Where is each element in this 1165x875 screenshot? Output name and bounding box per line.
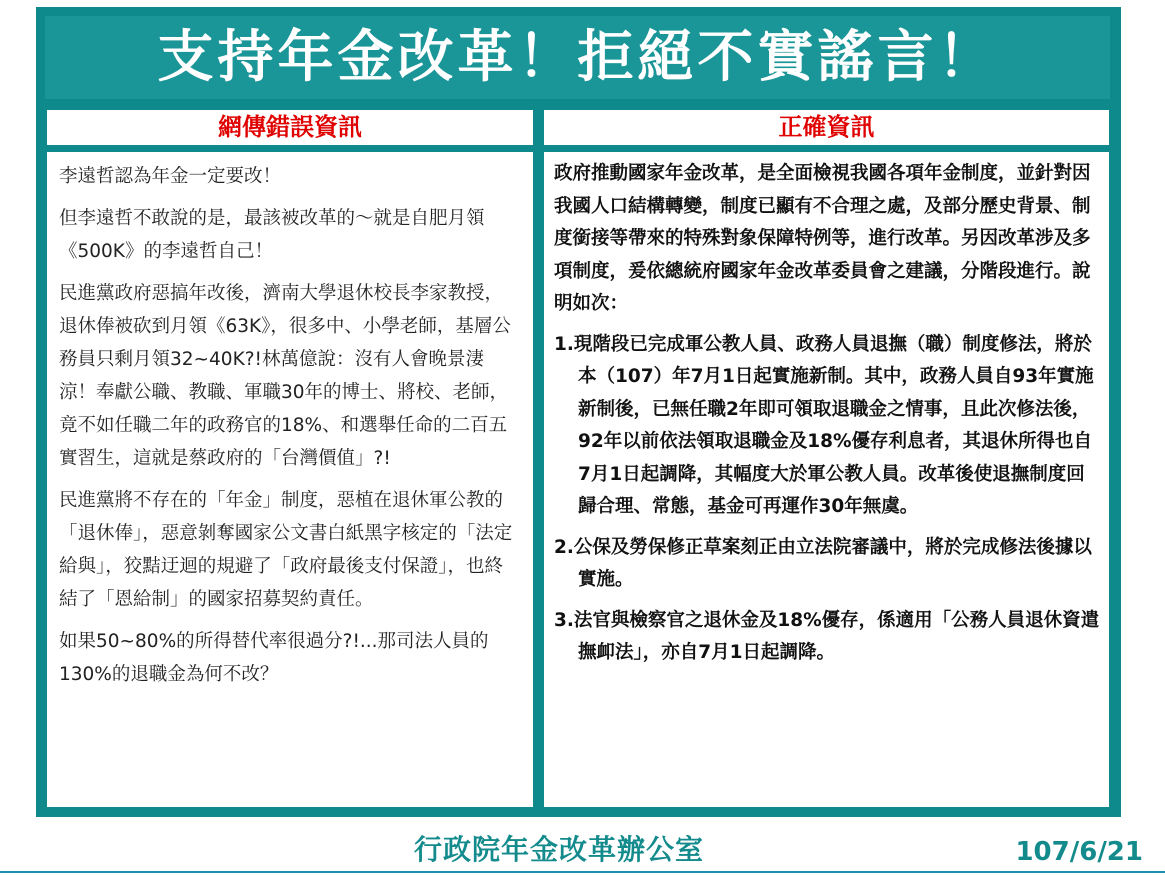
correct-info-item: 2.公保及勞保修正草案刻正由立法院審議中，將於完成修法後據以實施。 xyxy=(554,536,1092,590)
misinfo-paragraph: 民進黨將不存在的「年金」制度，惡植在退休軍公教的「退休俸」，惡意剝奪國家公文書白紙黑字核定的「法定給與」，狡黠迂迴的規避了「政府最後支付保證」，也終結了「恩給制」的國家招募契約責任。 xyxy=(59,490,513,610)
right-column-header: 正確資訊 xyxy=(544,110,1109,145)
misinfo-paragraph: 民進黨政府惡搞年改後，濟南大學退休校長李家教授，退休俸被砍到月領《63K》，很多中、小學老師，基層公務員只剩月領32~40K?!林萬億說：沒有人會晚景淒涼！奉獻公職、教職、軍職30年的博士、將校、老師，竟不如任職二年的政務官的18%、和選舉任命的二百五實習生，這就是蔡政府的「台灣價值」?! xyxy=(59,283,511,469)
correct-info-panel xyxy=(544,152,1109,807)
misinfo-paragraph: 但李遠哲不敢說的是，最該被改革的～就是自肥月領《500K》的李遠哲自己！ xyxy=(59,208,485,262)
correct-info-item: 1.現階段已完成軍公教人員、政務人員退撫（職）制度修法，將於本（107）年7月1日起實施新制。其中，政務人員自93年實施新制後，已無任職2年即可領取退職金之情事，且此次修法後，92年以前依法領取退職金及18%優存利息者，其退休所得也自7月1日起調降，其幅度大於軍公教人員。改革後使退撫制度回歸合理、常態，基金可再運作30年無虞。 xyxy=(554,333,1094,517)
page-title: 支持年金改革！拒絕不實謠言！ xyxy=(45,16,1110,99)
misinfo-paragraph: 李遠哲認為年金一定要改！ xyxy=(59,166,282,187)
issue-date: 107/6/21 xyxy=(1015,837,1143,867)
correct-info-item: 3.法官與檢察官之退休金及18%優存，係適用「公務人員退休資遣撫卹法」，亦自7月1日起調降。 xyxy=(554,609,1100,663)
misinformation-panel xyxy=(47,152,533,807)
correct-info-intro: 政府推動國家年金改革，是全面檢視我國各項年金制度，並針對因我國人口結構轉變，制度已顯有不合理之處，及部分歷史背景、制度銜接等帶來的特殊對象保障特例等，進行改革。另因改革涉及多項制度，爰依總統府國家年金改革委員會之建議，分階段進行。說明如次： xyxy=(554,163,1091,314)
misinfo-paragraph: 如果50~80%的所得替代率很過分?!...那司法人員的130%的退職金為何不改？ xyxy=(59,631,489,685)
issuing-office: 行政院年金改革辦公室 xyxy=(414,833,705,866)
poster-frame xyxy=(36,7,1121,817)
left-column-header: 網傳錯誤資訊 xyxy=(47,110,533,145)
bottom-divider xyxy=(0,871,1165,873)
